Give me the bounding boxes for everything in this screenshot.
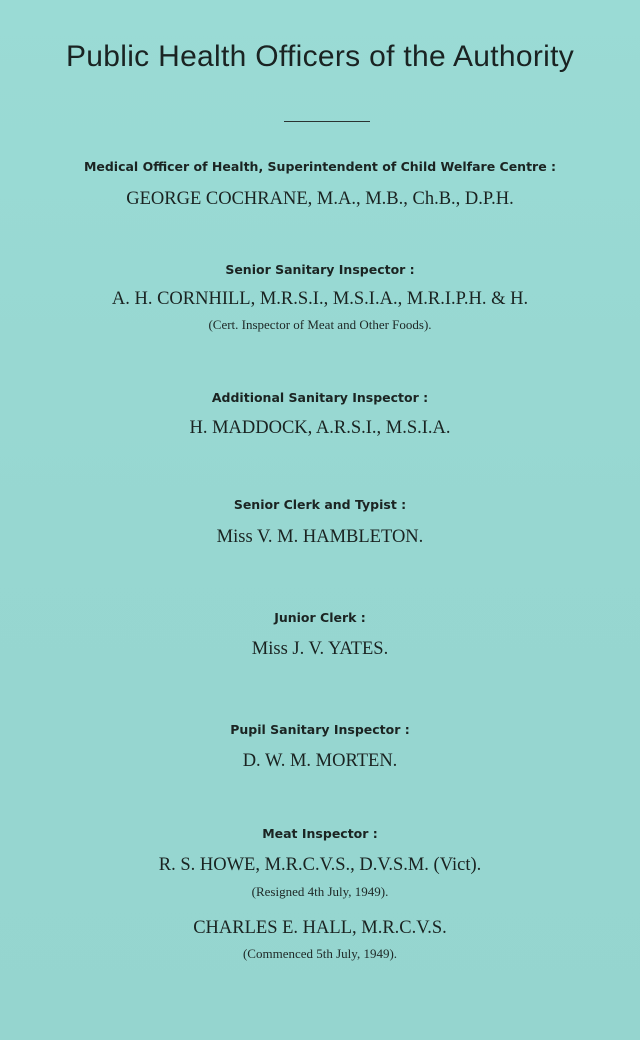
officer-name-morten: D. W. M. MORTEN.	[242, 751, 398, 771]
officer-note-howe: (Resigned 4th July, 1949).	[251, 884, 389, 899]
officer-name-maddock: H. MADDOCK, A.R.S.I., M.S.I.A.	[189, 418, 451, 438]
officer-name-cornhill: A. H. CORNHILL, M.R.S.I., M.S.I.A., M.R.I.P.H. & H.	[111, 289, 529, 309]
officer-name-yates: Miss J. V. YATES.	[251, 639, 389, 659]
section-heading-additional-sanitary-inspector: Additional Sanitary Inspector :	[211, 390, 429, 405]
officer-name-hall: CHARLES E. HALL, M.R.C.V.S.	[193, 918, 447, 938]
page-title: Public Health Officers of the Authority	[65, 40, 575, 73]
officer-note-cornhill: (Cert. Inspector of Meat and Other Foods).	[208, 317, 432, 332]
section-heading-junior-clerk: Junior Clerk :	[274, 610, 366, 625]
officer-note-hall: (Commenced 5th July, 1949).	[242, 946, 398, 961]
officer-name-cochrane: GEORGE COCHRANE, M.A., M.B., Ch.B., D.P.H.	[126, 189, 514, 209]
title-divider	[284, 121, 370, 122]
section-heading-meat-inspector: Meat Inspector :	[262, 826, 378, 841]
section-heading-senior-sanitary-inspector: Senior Sanitary Inspector :	[225, 262, 415, 277]
section-heading-senior-clerk: Senior Clerk and Typist :	[233, 497, 407, 512]
officer-name-howe: R. S. HOWE, M.R.C.V.S., D.V.S.M. (Vict).	[158, 855, 482, 875]
section-heading-medical-officer: Medical Officer of Health, Superintendent of Child Welfare Centre :	[83, 159, 557, 174]
section-heading-pupil-sanitary-inspector: Pupil Sanitary Inspector :	[230, 722, 410, 737]
officer-name-hambleton: Miss V. M. HAMBLETON.	[216, 527, 424, 547]
